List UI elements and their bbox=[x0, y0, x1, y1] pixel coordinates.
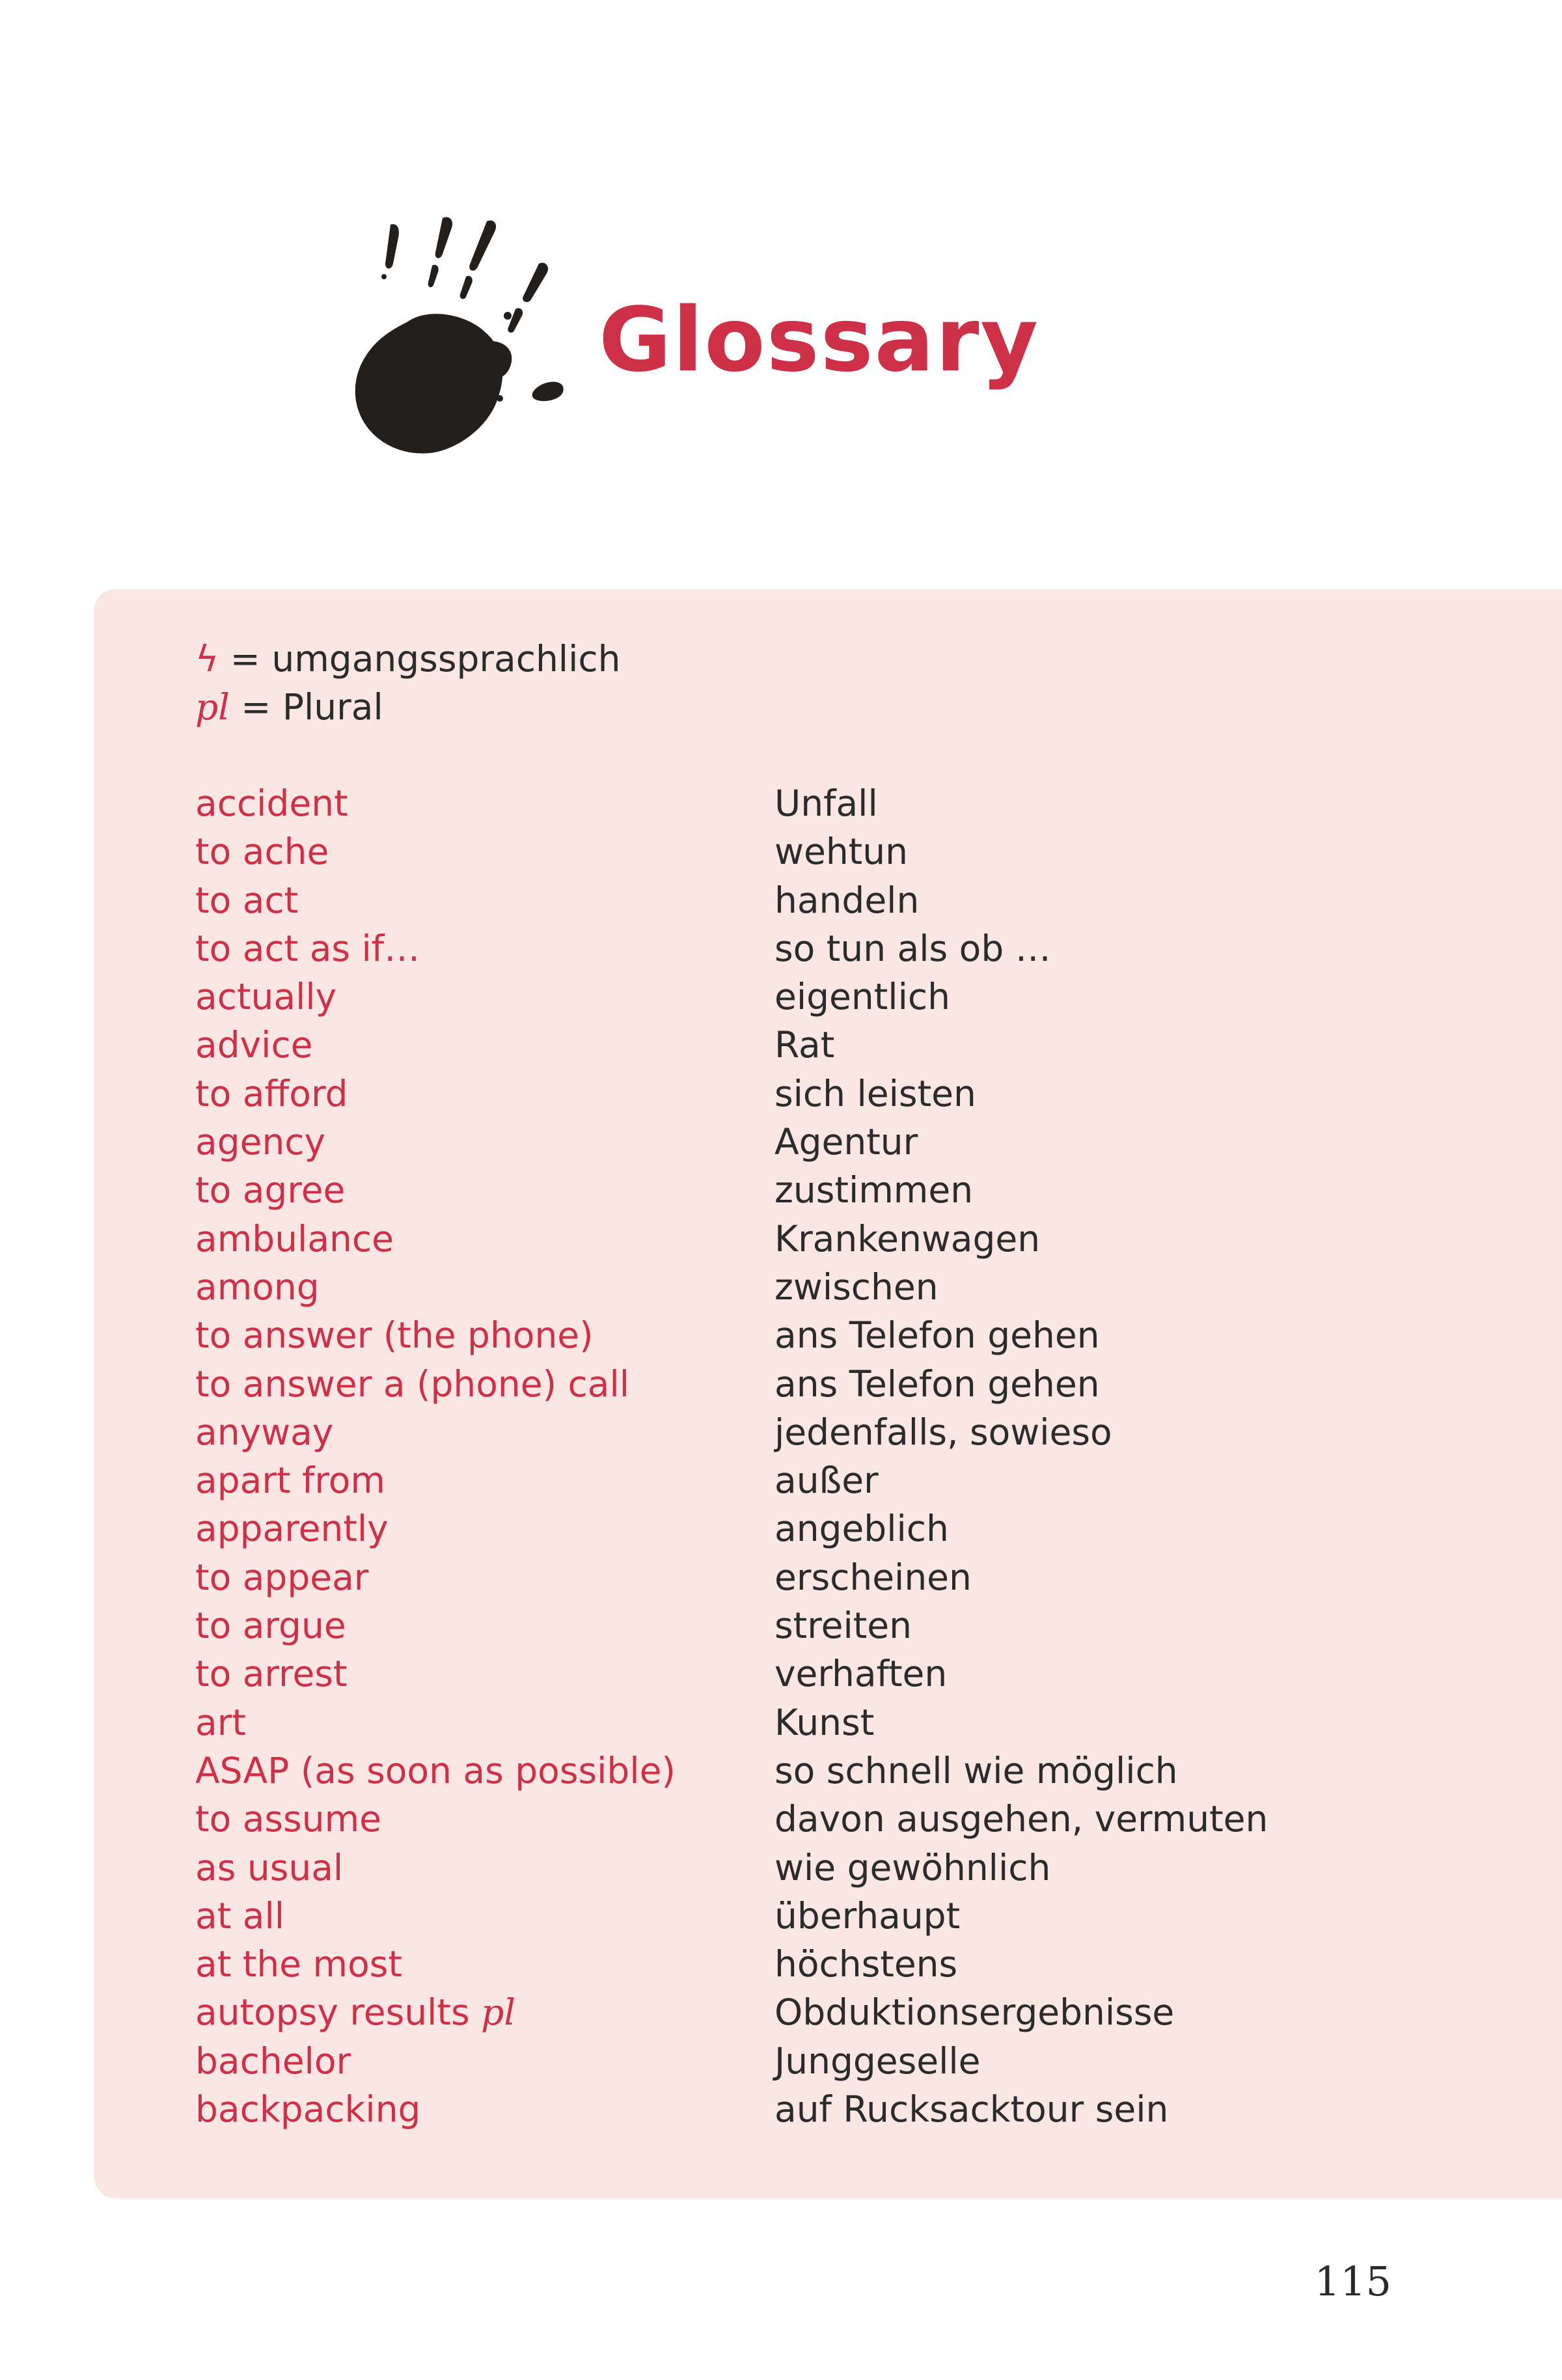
english-term: art bbox=[195, 1701, 246, 1743]
legend-plural-text: = Plural bbox=[241, 686, 383, 728]
german-translation: Agentur bbox=[774, 1121, 918, 1163]
english-term: as usual bbox=[195, 1846, 344, 1889]
english-term: to argue bbox=[195, 1605, 346, 1647]
german-translation: Kunst bbox=[774, 1701, 875, 1743]
german-translation: wehtun bbox=[774, 831, 908, 873]
german-translation: Krankenwagen bbox=[774, 1217, 1041, 1260]
english-term: to act as if… bbox=[195, 927, 420, 969]
german-translation: höchstens bbox=[774, 1943, 958, 1986]
glossary-legend bbox=[195, 635, 620, 731]
legend-plural bbox=[195, 683, 620, 731]
english-term: among bbox=[195, 1266, 320, 1308]
english-term: apparently bbox=[195, 1508, 389, 1550]
german-translation: handeln bbox=[774, 879, 920, 921]
legend-plural-abbr: pl bbox=[195, 686, 230, 728]
english-term: to act bbox=[195, 879, 299, 921]
german-translation: jedenfalls, sowieso bbox=[774, 1411, 1112, 1453]
english-term: at the most bbox=[195, 1943, 402, 1986]
english-term: apart from bbox=[195, 1460, 385, 1502]
german-translation: streiten bbox=[774, 1605, 912, 1647]
legend-colloquial bbox=[195, 635, 620, 683]
english-term: bachelor bbox=[195, 2040, 351, 2082]
english-term: to afford bbox=[195, 1072, 348, 1114]
german-translation: ans Telefon gehen bbox=[774, 1363, 1100, 1405]
german-translation: eigentlich bbox=[774, 976, 950, 1018]
english-term: to assume bbox=[195, 1798, 381, 1840]
german-translation: verhaften bbox=[774, 1653, 948, 1695]
lightning-icon: ϟ bbox=[195, 638, 219, 680]
english-term: anyway bbox=[195, 1411, 334, 1453]
english-term-wrapper bbox=[195, 1988, 515, 2036]
german-translation: davon ausgehen, vermuten bbox=[774, 1798, 1268, 1840]
english-term: backpacking bbox=[195, 2088, 421, 2131]
english-term: to ache bbox=[195, 831, 329, 873]
english-term: to answer (the phone) bbox=[195, 1314, 594, 1357]
english-term: ambulance bbox=[195, 1217, 394, 1260]
german-translation: angeblich bbox=[774, 1508, 949, 1550]
handprint-icon bbox=[345, 208, 592, 469]
german-translation: so schnell wie möglich bbox=[774, 1749, 1178, 1792]
german-translation: wie gewöhnlich bbox=[774, 1846, 1051, 1889]
english-term: to appear bbox=[195, 1556, 369, 1598]
german-translation: sich leisten bbox=[774, 1072, 976, 1114]
german-translation: Rat bbox=[774, 1024, 835, 1066]
german-translation: Obduktionsergebnisse bbox=[774, 1991, 1175, 2034]
english-term: autopsy results bbox=[195, 1991, 470, 2034]
english-term: to answer a (phone) call bbox=[195, 1363, 630, 1405]
page-title: Glossary bbox=[599, 289, 1040, 392]
german-translation: erscheinen bbox=[774, 1556, 972, 1598]
english-term: to arrest bbox=[195, 1653, 348, 1695]
german-translation: ans Telefon gehen bbox=[774, 1314, 1100, 1357]
english-term: advice bbox=[195, 1024, 313, 1066]
plural-tag: pl bbox=[481, 1991, 515, 2034]
english-term: ASAP (as soon as possible) bbox=[195, 1749, 676, 1792]
page-number: 115 bbox=[1314, 2258, 1391, 2305]
german-translation: überhaupt bbox=[774, 1894, 961, 1937]
german-translation: außer bbox=[774, 1460, 879, 1502]
english-term: to agree bbox=[195, 1169, 346, 1211]
english-term: agency bbox=[195, 1121, 326, 1163]
german-translation: Junggeselle bbox=[774, 2040, 981, 2082]
english-term: at all bbox=[195, 1894, 285, 1937]
english-term: actually bbox=[195, 976, 337, 1018]
english-term: accident bbox=[195, 782, 348, 824]
german-translation: Unfall bbox=[774, 782, 878, 824]
legend-colloquial-text: = umgangssprachlich bbox=[230, 638, 621, 680]
glossary-panel bbox=[94, 589, 1562, 2198]
german-translation: auf Rucksacktour sein bbox=[774, 2088, 1169, 2131]
german-translation: zustimmen bbox=[774, 1169, 974, 1211]
german-translation: zwischen bbox=[774, 1266, 939, 1308]
german-translation: so tun als ob … bbox=[774, 927, 1051, 969]
